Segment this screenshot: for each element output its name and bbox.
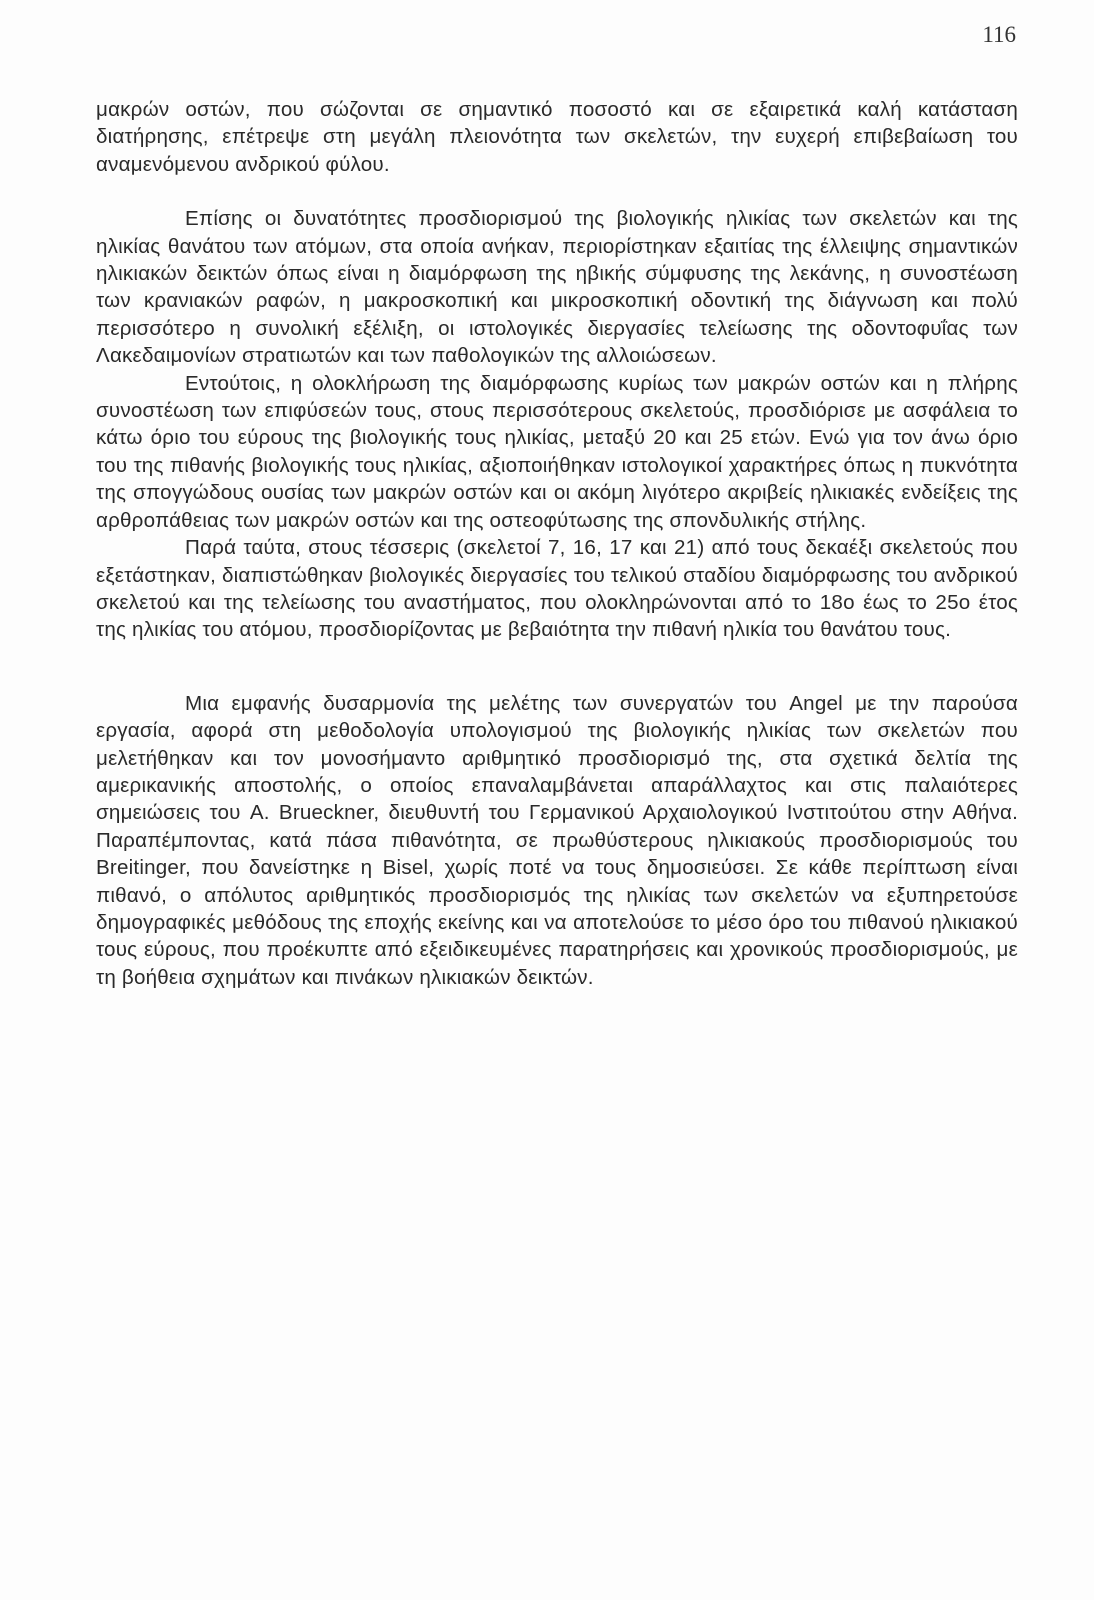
page-number: 116: [982, 22, 1016, 47]
paragraph-however: Παρά ταύτα, στους τέσσερις (σκελετοί 7, 16, 17 και 21) από τους δεκαέξι σκελετούς που εξετάστηκαν, διαπιστώθηκαν βιολογικές διεργασίες του τελικού σταδίου διαμόρφωσης του ανδρικού σκελετού και της τελείωσης του αναστήματος, που ολοκληρώνονται από το 18ο έως το 25ο έτος της ηλικίας του ατόμου, προσδιορίζοντας με βεβαιότητα την πιθανή ηλικία του θανάτου τους.: [96, 536, 1018, 642]
paragraph-discrepancy: Μια εμφανής δυσαρμονία της μελέτης των συνεργατών του Angel με την παρούσα εργασία, αφορά στη μεθοδολογία υπολογισμού της βιολογικής ηλικίας των σκελετών που μελετήθηκαν και τον μονοσήμαντο αριθμητικό προσδιορισμό της, στα σχετικά δελτία της αμερικανικής αποστολής, ο οποίος επαναλαμβάνεται απαράλλαχτος και στις παλαιότερες σημειώσεις του A. Brueckner, διευθυντή του Γερμανικού Αρχαιολογικού Ινστιτούτου στην Αθήνα. Παραπέμποντας, κατά πάσα πιθανότητα, σε πρωθύστερους ηλικιακούς προσδιορισμούς του Breitinger, που δανείστηκε η Bisel, χωρίς ποτέ να τους δημοσιεύσει. Σε κάθε περίπτωση είναι πιθανό, ο απόλυτος αριθμητικός προσδιορισμός της ηλικίας των σκελετών να εξυπηρετούσε δημογραφικές μεθόδους της εποχής εκείνης και να αποτελούσε το μέσο όρο του πιθανού ηλικιακού τους εύρους, που προέκυπτε από εξειδικευμένες παρατηρήσεις και χρονικούς προσδιορισμούς, με τη βοήθεια σχημάτων και πινάκων ηλικιακών δεικτών.: [96, 691, 1018, 989]
paragraph-nevertheless: Εντούτοις, η ολοκλήρωση της διαμόρφωσης κυρίως των μακρών οστών και η πλήρης συνοστέωση των επιφύσεών τους, στους περισσότερους σκελετούς, προσδιόρισε με ασφάλεια το κάτω όριο του εύρους της βιολογικής τους ηλικίας, μεταξύ 20 και 25 ετών. Ενώ για τον άνω όριο του της πιθανής βιολογικής τους ηλικίας, αξιοποιήθηκαν ιστολογικοί χαρακτήρες όπως η πυκνότητα της σπογγώδους ουσίας των μακρών οστών και οι ακόμη λιγότερο ακριβείς ηλικιακές ενδείξεις της αρθροπάθειας των μακρών οστών και της οστεοφύτωσης της σπονδυλικής στήλης.: [96, 371, 1018, 532]
paragraph-age-determination: Επίσης οι δυνατότητες προσδιορισμού της βιολογικής ηλικίας των σκελετών και της ηλικίας θανάτου των ατόμων, στα οποία ανήκαν, περιορίστηκαν εξαιτίας της έλλειψης σημαντικών ηλικιακών δεικτών όπως είναι η διαμόρφωση της ηβικής σύμφυσης της λεκάνης, η συνοστέωση των κρανιακών ραφών, η μακροσκοπική και μικροσκοπική οδοντική της διάγνωση και πολύ περισσότερο η συνολική εξέλιξη, οι ιστολογικές διεργασίες τελείωσης της οδοντοφυΐας των Λακεδαιμονίων στρατιωτών και των παθολογικών της αλλοιώσεων.: [96, 207, 1018, 368]
paragraph-continuation: μακρών οστών, που σώζονται σε σημαντικό ποσοστό και σε εξαιρετικά καλή κατάσταση διατήρησης, επέτρεψε στη μεγάλη πλειονότητα των σκελετών, την ευχερή επιβεβαίωση του αναμενόμενου ανδρικού φύλου.: [96, 98, 1018, 176]
body-text: [96, 96, 1018, 991]
